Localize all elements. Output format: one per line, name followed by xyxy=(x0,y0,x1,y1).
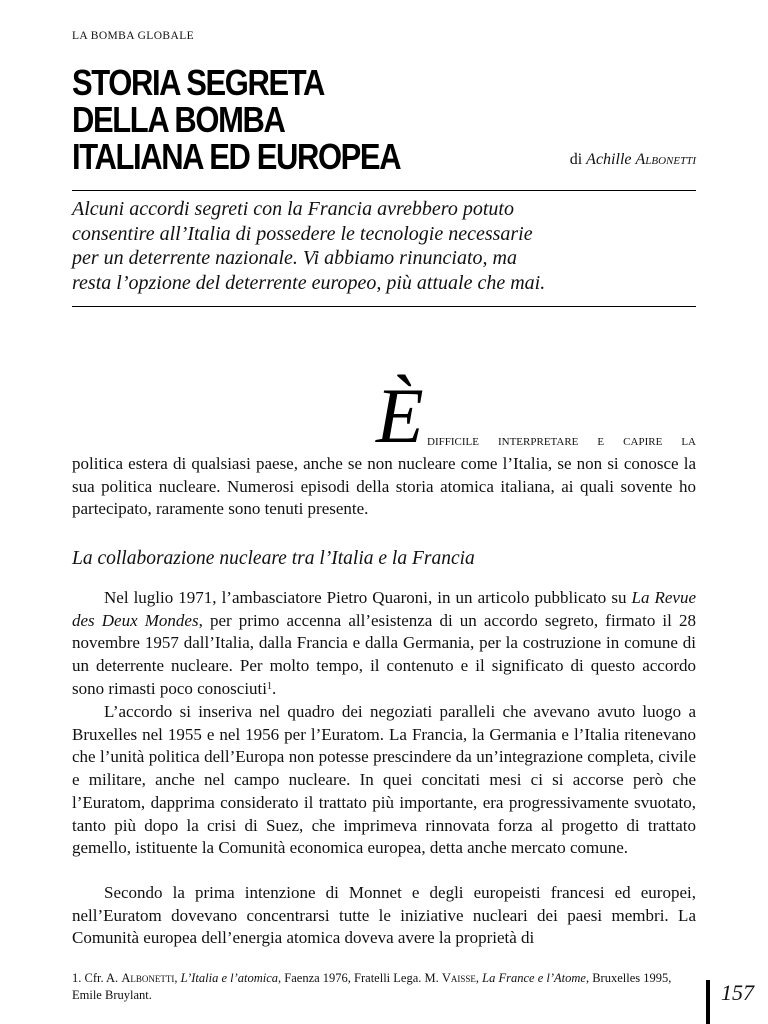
byline xyxy=(570,151,696,169)
body-paragraph: Nel luglio 1971, l’ambasciatore Pietro Quaroni, in un articolo pubblicato su La Revue des Deux Mondes, per primo accenna all’esistenza di un accordo segreto, firmato il 28 novembre 1957 dall’Italia, dalla Francia e dalla Germania, per la costruzione in comune di un deterrente nucleare. Per molto tempo, il contenuto e il significato di questo accordo sono rimasti poco conosciuti$^1$. xyxy=(72,588,696,698)
author-name: Achille Albonetti xyxy=(586,151,696,168)
running-head: LA BOMBA GLOBALE xyxy=(72,30,195,42)
standfirst-line: Alcuni accordi segreti con la Francia avrebbero potuto xyxy=(72,198,514,220)
footnote: 1. Cfr. A. Albonetti, L’Italia e l’atomica, Faenza 1976, Fratelli Lega. M. Vaisse, La France e l’Atome, Bruxelles 1995, Emile Bruylant. xyxy=(72,971,672,1002)
standfirst xyxy=(72,197,692,295)
standfirst-line: consentire all’Italia di possedere le tecnologie necessarie xyxy=(72,222,533,245)
article-title xyxy=(72,64,400,175)
drop-cap: È xyxy=(376,372,424,459)
footnote-ref[interactable]: 1 xyxy=(267,680,273,692)
page-number: 157 xyxy=(721,980,754,1005)
opening-first-line: difficile interpretare e capire la xyxy=(427,432,696,449)
divider-bottom xyxy=(72,306,696,307)
section-heading: La collaborazione nucleare tra l’Italia e la Francia xyxy=(72,548,475,569)
body-paragraph: Secondo la prima intenzione di Monnet e degli europeisti francesi ed europei, nell’Euratom dovevano concentrarsi tutte le iniziative nucleari dei paesi membri. La Comunità europea dell’energia atomica doveva avere la proprietà di xyxy=(72,883,696,948)
publication-title: La Revue des Deux Mondes xyxy=(72,588,696,630)
title-line: DELLA BOMBA xyxy=(72,99,285,140)
title-line: ITALIANA ED EUROPEA xyxy=(72,136,401,177)
divider-top xyxy=(72,190,696,191)
standfirst-line: per un deterrente nazionale. Vi abbiamo rinunciato, ma xyxy=(72,247,517,269)
body-paragraph: L’accordo si inseriva nel quadro dei negoziati paralleli che avevano avuto luogo a Bruxelles nel 1955 e nel 1956 per l’Euratom. La Francia, la Germania e l’Italia ritenevano che l’unità politica dell’Europa non potesse prescindere da un’integrazione completa, civile e militare, anche nel campo nucleare. In quei concitati mesi ci si accorse però che l’Euratom, dapprima considerato il trattato più importante, era progressivamente svuotato, tanto più dopo la crisi di Suez, che imprimeva rinnovata forza al progetto di trattato gemello, istituente la Comunità economica europea, detta anche mercato comune. xyxy=(72,702,696,858)
opening-paragraph: politica estera di qualsiasi paese, anche se non nucleare come l’Italia, se non si conosce la sua politica nucleare. Numerosi episodi della storia atomica italiana, ai quali sovente ho partecipato, raramente sono tenuti presente. xyxy=(72,454,696,519)
page-number-bar xyxy=(706,980,710,1024)
byline-prefix: di xyxy=(569,151,583,168)
standfirst-line: resta l’opzione del deterrente europeo, più attuale che mai. xyxy=(72,271,546,294)
title-line: STORIA SEGRETA xyxy=(72,62,324,103)
